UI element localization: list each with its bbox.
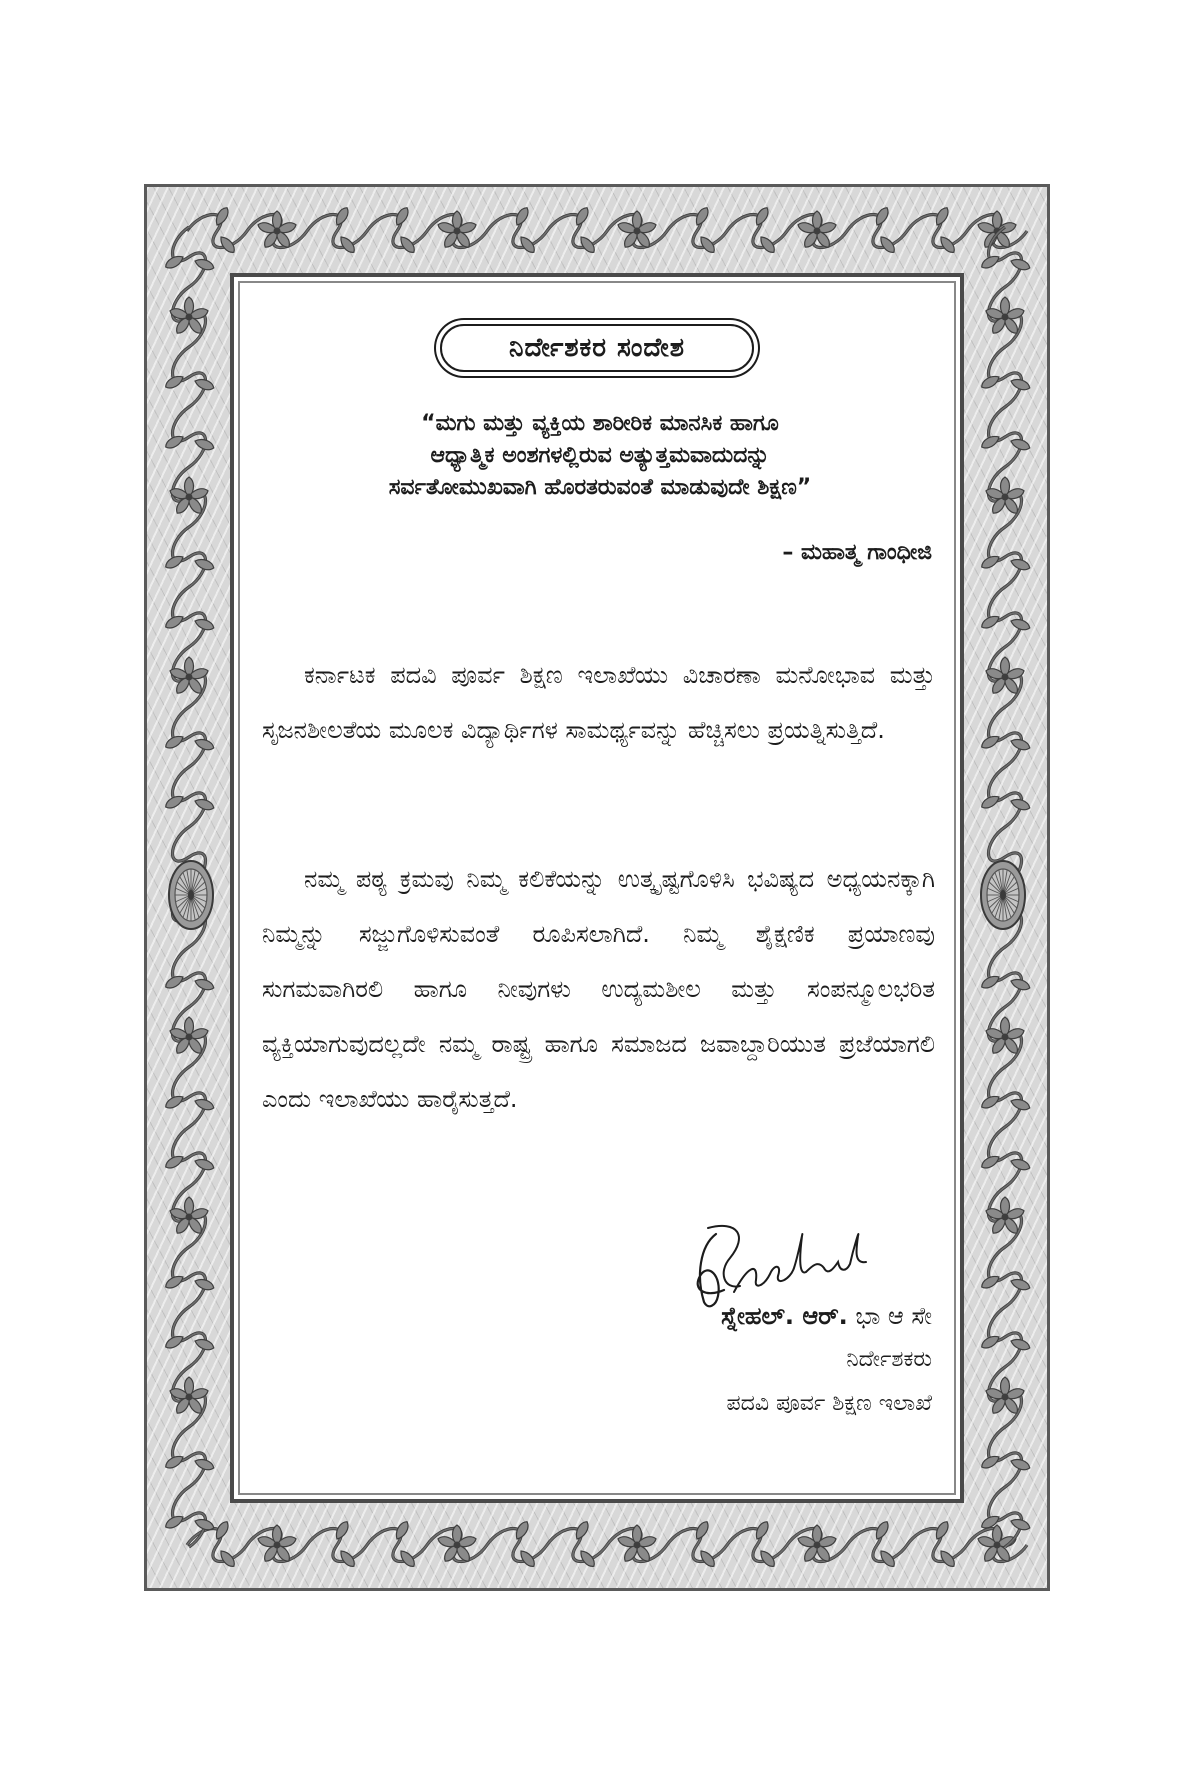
message-paragraph: ಕರ್ನಾಟಕ ಪದವಿ ಪೂರ್ವ ಶಿಕ್ಷಣ ಇಲಾಖೆಯು ವಿಚಾರಣಾ ಮನೋಭಾವ ಮತ್ತು ಸೃಜನಶೀಲತೆಯ ಮೂಲಕ ವಿದ್ಯಾರ್ಥಿಗಳ ಸಾಮರ್ಥ್ಯವನ್ನು ಹೆಚ್ಚಿಸಲು ಪ್ರಯತ್ನಿಸುತ್ತಿದೆ. xyxy=(262,661,935,744)
signatory-designation: ನಿರ್ದೇಶಕರು xyxy=(846,1347,932,1372)
signatory-block xyxy=(721,1296,932,1424)
ashoka-chakra-wheel-icon xyxy=(978,858,1028,932)
quote-line: ಆಧ್ಯಾತ್ಮಿಕ ಅಂಶಗಳಲ್ಲಿರುವ ಅತ್ಯುತ್ತಮವಾದುದನ್ನು xyxy=(430,443,770,468)
signatory-name: ಸ್ನೇಹಲ್. ಆರ್. xyxy=(721,1302,848,1330)
quote-line: ಸರ್ವತೋಮುಖವಾಗಿ ಹೊರತರುವಂತೆ ಮಾಡುವುದೇ ಶಿಕ್ಷಣ” xyxy=(388,475,812,500)
signatory-service: ಭಾ ಆ ಸೇ xyxy=(855,1302,932,1330)
message-paragraph: ನಮ್ಮ ಪಠ್ಯ ಕ್ರಮವು ನಿಮ್ಮ ಕಲಿಕೆಯನ್ನು ಉತ್ಕೃಷ್ಟಗೊಳಿಸಿ ಭವಿಷ್ಯದ ಅಧ್ಯಯನಕ್ಕಾಗಿ ನಿಮ್ಮನ್ನು ಸಜ್ಜುಗೊಳಿಸುವಂತೆ ರೂಪಿಸಲಾಗಿದೆ. ನಿಮ್ಮ ಶೈಕ್ಷಣಿಕ ಪ್ರಯಾಣವು ಸುಗಮವಾಗಿರಲಿ ಹಾಗೂ ನೀವುಗಳು ಉದ್ಯಮಶೀಲ ಮತ್ತು ಸಂಪನ್ಮೂಲಭರಿತ ವ್ಯಕ್ತಿಯಾಗುವುದಲ್ಲದೇ ನಮ್ಮ ರಾಷ್ಟ್ರ ಹಾಗೂ ಸಮಾಜದ ಜವಾಬ್ದಾರಿಯುತ ಪ್ರಜೆಯಾಗಲಿ ಎಂದು ಇಲಾಖೆಯು ಹಾರೈಸುತ್ತದೆ. xyxy=(262,865,935,1113)
signature-text: Snehal xyxy=(738,1266,742,1267)
quote-attribution: – ಮಹಾತ್ಮ ಗಾಂಧೀಜಿ xyxy=(782,540,932,565)
gandhi-quote xyxy=(250,408,950,504)
signatory-department: ಪದವಿ ಪೂರ್ವ ಶಿಕ್ಷಣ ಇಲಾಖೆ xyxy=(726,1391,932,1416)
quote-line: “ಮಗು ಮತ್ತು ವ್ಯಕ್ತಿಯ ಶಾರೀರಿಕ ಮಾನಸಿಕ ಹಾಗೂ xyxy=(421,411,779,436)
page-title xyxy=(440,324,754,372)
page-title-text: ನಿರ್ದೇಶಕರ ಸಂದೇಶ xyxy=(509,332,685,363)
ashoka-chakra-wheel-icon xyxy=(166,858,216,932)
